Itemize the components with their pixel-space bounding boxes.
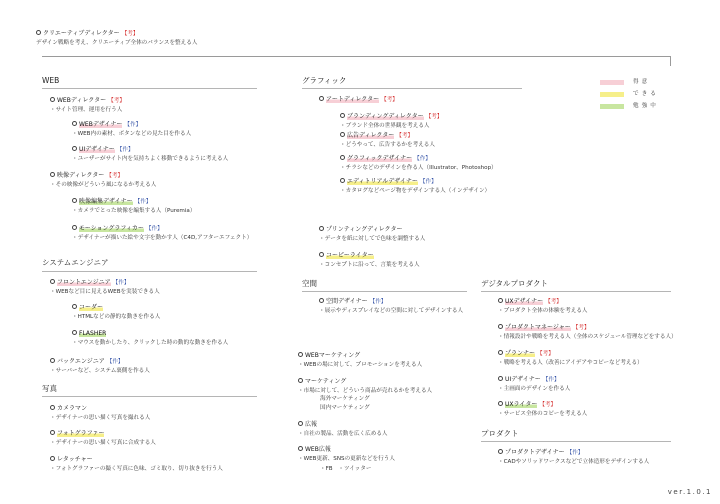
section-title-product: プロダクト — [481, 429, 519, 438]
role-name: UXライター — [505, 401, 538, 408]
list-item — [50, 405, 150, 421]
list-item — [498, 350, 643, 366]
role-tag: 【考】 — [539, 402, 557, 408]
list-item — [50, 358, 150, 374]
legend-label-learning: 勉強中 — [633, 103, 659, 109]
circle-icon — [72, 198, 77, 203]
list-item — [72, 198, 195, 214]
header-divider — [42, 56, 671, 66]
section-title-graphic: グラフィック — [302, 76, 347, 85]
section-rule-photo — [42, 396, 257, 397]
role-desc: ・プロダクト全体の体験を考える人 — [498, 307, 588, 314]
role-name: レタッチャー — [57, 456, 93, 463]
role-name: 広報 — [305, 421, 318, 428]
role-name: WEBマーケティング — [305, 352, 361, 359]
role-name: プロダクトマネージャー — [505, 324, 571, 331]
section-title-space: 空間 — [302, 279, 317, 288]
role-desc: ・ユーザーがサイト内を気持ちよく移動できるように考える人 — [72, 155, 229, 162]
role-desc: ・展示やディスプレイなどの空間に対してデザインする人 — [319, 307, 464, 314]
role-tag: 【作】 — [124, 122, 142, 128]
version-label: ver.1.0.1 — [667, 487, 712, 496]
role-desc: ・フォトグラファーの撮く写真に色味、ゴミ取り、切り抜きを行う人 — [50, 465, 223, 472]
section-rule-system — [42, 271, 257, 272]
legend-swatch-green — [600, 104, 624, 109]
role-desc: ・WEBの場に対して、プロモーションを考える人 — [298, 361, 423, 368]
header-role-creative-director — [36, 30, 197, 46]
role-desc: ・CADやソリッドワークスなどで立体造形をデザインする人 — [498, 458, 650, 465]
circle-icon — [319, 252, 324, 257]
role-desc: ・ブランド全体の世界観を考える人 — [340, 122, 430, 129]
role-desc: ・マウスを動かしたり、クリックした時の動的な動きを作る人 — [72, 339, 229, 346]
role-tag: 【考】 — [108, 98, 125, 104]
role-name: カメラマン — [57, 405, 88, 412]
section-title-photo: 写真 — [42, 384, 57, 393]
role-tag: 【作】 — [116, 147, 134, 153]
list-item — [498, 376, 570, 392]
role-desc: ・コンセプトに沿って、言葉を考える人 — [319, 261, 420, 268]
circle-icon — [498, 401, 503, 406]
role-desc: ・自社の製品、活動を広く広める人 — [298, 430, 388, 437]
circle-icon — [72, 146, 77, 151]
role-name: 広告ディレクター — [347, 132, 395, 139]
list-item — [50, 279, 160, 295]
role-tag: 【作】 — [134, 199, 152, 205]
sub-item: ・FB ・ツイッター — [320, 466, 372, 473]
role-desc: ・デザイナーが描いた絵や文字を動かす人（C4D,アフターエフェクト） — [72, 234, 253, 241]
circle-icon — [298, 421, 303, 426]
circle-icon — [498, 350, 503, 355]
role-desc: ・カタログなどページ物をデザインする人（インデザイン） — [340, 187, 491, 194]
role-tag: 【考】 — [545, 299, 562, 305]
circle-icon — [298, 352, 303, 357]
role-desc: ・戦略を考える人（改善にアイデアやコピーなど考える） — [498, 359, 643, 366]
circle-icon — [319, 298, 324, 303]
section-rule-web — [42, 88, 257, 89]
circle-icon — [50, 97, 55, 102]
circle-icon — [72, 330, 77, 335]
header-role: クリエーティブディレクター — [43, 30, 120, 37]
list-item — [498, 298, 588, 314]
circle-icon — [72, 121, 77, 126]
role-tag: 【考】 — [425, 114, 443, 120]
section-title-digital: デジタルプロダクト — [481, 279, 549, 288]
circle-icon — [340, 113, 345, 118]
role-name: フロントエンジニア — [57, 279, 111, 286]
role-name: 映像編集デザイナー — [79, 198, 133, 205]
role-name: プリンティングディレクター — [326, 226, 403, 233]
role-desc: ・デザイナーの思い描く写真に合成する人 — [50, 439, 156, 446]
role-tag: 【作】 — [419, 179, 437, 185]
list-item — [50, 97, 125, 113]
role-desc: ・市場に対して、どういう商品が売れるかを考える人 — [298, 387, 433, 394]
role-name: コーダー — [79, 304, 104, 311]
section-title-system: システムエンジニア — [42, 258, 109, 267]
role-desc: ・WEB内の素材、ボタンなどの見た目を作る人 — [72, 130, 192, 137]
list-item — [72, 225, 252, 241]
role-name: コーピーライター — [326, 252, 374, 259]
role-name: 空間デザイナー — [326, 298, 368, 305]
role-name: プランナー — [505, 350, 536, 357]
section-rule-graphic — [302, 88, 522, 89]
role-name: 映像ディレクター — [57, 172, 105, 179]
circle-icon — [50, 430, 55, 435]
list-item — [50, 430, 156, 446]
circle-icon — [340, 155, 345, 160]
role-name: バックエンジニア — [57, 358, 105, 365]
circle-icon — [50, 405, 55, 410]
list-item — [72, 146, 228, 162]
circle-icon — [340, 132, 345, 137]
list-item — [340, 178, 490, 194]
role-tag: 【考】 — [381, 97, 398, 103]
list-item — [50, 172, 156, 188]
list-item — [319, 252, 420, 268]
role-tag: 【考】 — [572, 325, 590, 331]
role-name: UIデザイナー — [79, 146, 115, 153]
header-desc: デザイン戦略を考え、クリエーティブ全体のバランスを整える人 — [36, 39, 198, 46]
list-item — [298, 421, 388, 437]
role-tag: 【作】 — [112, 280, 130, 286]
role-name: UIデザイナー — [505, 376, 541, 383]
legend-label-strong: 得意 — [633, 79, 651, 85]
role-name: UXデザイナー — [505, 298, 544, 305]
role-desc: ・サイト管理、運用を行う人 — [50, 106, 123, 113]
list-item — [340, 155, 497, 171]
list-item — [50, 456, 223, 472]
role-tag: 【作】 — [414, 156, 431, 162]
role-desc: ・WEB更新、SNSの更新などを行う人 — [298, 455, 395, 462]
role-desc: ・どうやって、広告するかを考える人 — [340, 141, 435, 148]
list-item — [319, 226, 425, 242]
circle-icon — [50, 456, 55, 461]
list-item — [319, 298, 463, 314]
circle-icon — [50, 358, 55, 363]
role-desc: ・サービス全体のコピーを考える人 — [498, 410, 588, 417]
role-desc: ・サーバーなど、システム裏側を作る人 — [50, 367, 150, 374]
role-name: FLASHER — [79, 330, 107, 337]
role-desc: ・デザイナーの思い描く写真を撮れる人 — [50, 414, 151, 421]
circle-icon — [340, 178, 345, 183]
circle-icon — [498, 298, 503, 303]
circle-icon — [319, 226, 324, 231]
role-name: WEB広報 — [305, 446, 331, 453]
role-desc: ・情報設計や戦略を考える人（全体のスケジュール管理などをする人） — [498, 333, 677, 340]
list-item — [72, 330, 228, 346]
circle-icon — [498, 324, 503, 329]
circle-icon — [298, 446, 303, 451]
role-name: ブランディングディレクター — [347, 113, 424, 120]
list-item — [298, 378, 432, 411]
role-name: WEBデザイナー — [79, 121, 123, 128]
role-desc: ・データを紙に対してで色味を調整する人 — [319, 235, 426, 242]
list-item — [298, 446, 395, 473]
list-item — [340, 132, 435, 148]
legend-swatch-yellow — [600, 92, 624, 97]
role-tag: 【作】 — [369, 299, 387, 305]
legend-label-capable: できる — [633, 91, 659, 97]
role-tag: 【作】 — [106, 359, 124, 365]
role-tag: 【考】 — [537, 351, 554, 357]
role-name: グラフィックデザイナー — [347, 155, 413, 162]
role-name: マーケティング — [305, 378, 347, 385]
role-name: フォトグラファー — [57, 430, 105, 437]
role-desc: ・その映像がどういう風になるか考える人 — [50, 181, 157, 188]
list-item — [72, 304, 160, 320]
list-item — [72, 121, 191, 137]
header-tag: 【考】 — [121, 31, 139, 37]
role-desc: ・HTMLなどの静的な動きを作る人 — [72, 313, 161, 320]
role-desc: ・WEBなど目に見えるWEBを実装できる人 — [50, 288, 160, 295]
role-name: プロダクトデザイナー — [505, 449, 565, 456]
role-desc: ・主画面のデザインを作る人 — [498, 385, 571, 392]
role-name: WEBディレクター — [57, 97, 107, 104]
role-tag: 【作】 — [566, 450, 584, 456]
sub-item: 国内マーケティング — [320, 404, 370, 411]
circle-icon — [498, 449, 503, 454]
role-tag: 【作】 — [145, 226, 163, 232]
role-name: エディトリアルデザイナー — [347, 178, 418, 185]
role-desc: ・カメラでとった映像を編集する人（Puremia） — [72, 207, 196, 214]
role-tag: 【考】 — [106, 173, 124, 179]
circle-icon — [50, 172, 55, 177]
role-tag: 【作】 — [542, 377, 560, 383]
role-tag: 【考】 — [396, 133, 414, 139]
circle-icon — [50, 279, 55, 284]
list-item — [498, 324, 677, 340]
section-rule-product — [481, 441, 671, 442]
circle-icon — [319, 96, 324, 101]
circle-icon — [498, 376, 503, 381]
list-item — [298, 352, 422, 368]
section-title-web: WEB — [42, 76, 60, 85]
section-rule-digital — [481, 291, 671, 292]
list-item — [498, 401, 587, 417]
list-item — [498, 449, 649, 465]
role-name: モーショングラフィカー — [79, 225, 144, 232]
role-desc: ・チラシなどのデザインを作る人（Illustrator、Photoshop） — [340, 164, 497, 171]
circle-icon — [72, 225, 77, 230]
section-rule-space — [302, 291, 467, 292]
circle-icon — [72, 304, 77, 309]
sub-item: 海外マーケティング — [320, 396, 370, 403]
list-item — [319, 96, 398, 104]
legend-swatch-pink — [600, 80, 624, 85]
circle-icon — [298, 378, 303, 383]
circle-icon — [36, 30, 41, 35]
list-item — [340, 113, 442, 129]
role-name: アートディレクター — [326, 96, 380, 103]
